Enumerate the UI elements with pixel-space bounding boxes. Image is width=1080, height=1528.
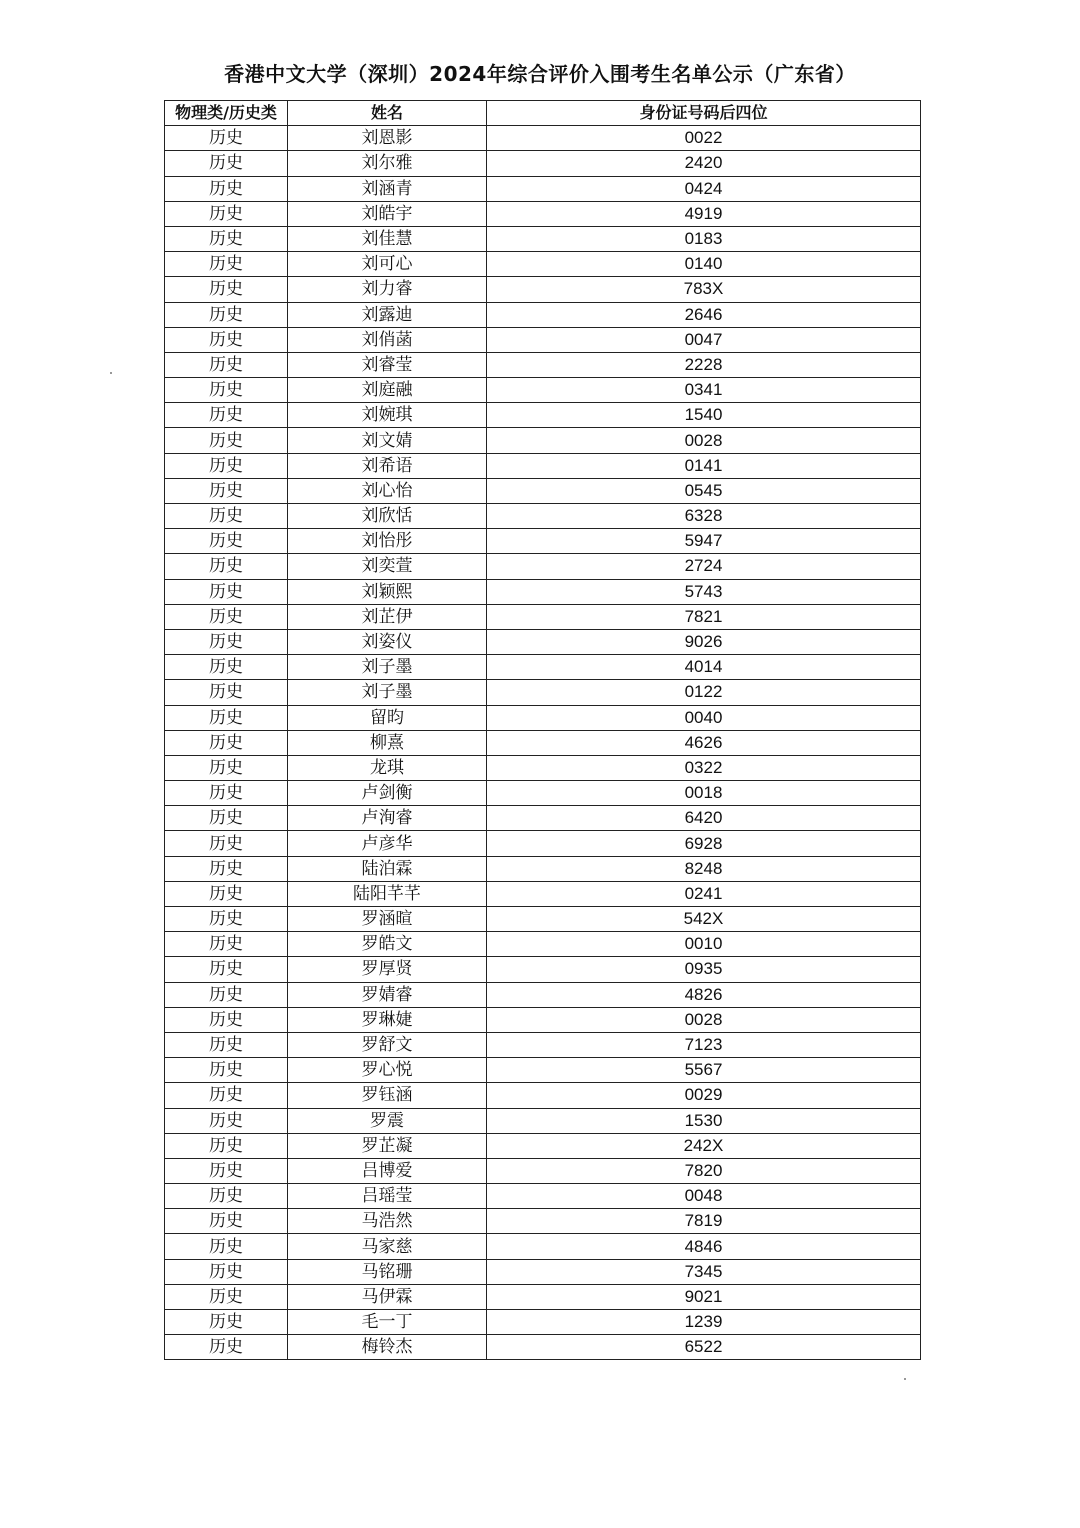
cell-id-last-four: 0029 [487,1083,921,1108]
table-row [165,856,921,881]
cell-name: 罗舒文 [288,1032,487,1057]
cell-name: 罗涵暄 [288,907,487,932]
cell-subject-type: 历史 [165,1032,288,1057]
cell-name: 刘怡彤 [288,529,487,554]
cell-id-last-four: 5947 [487,529,921,554]
cell-name: 马家慈 [288,1234,487,1259]
cell-id-last-four: 542X [487,907,921,932]
cell-id-last-four: 9021 [487,1284,921,1309]
cell-subject-type: 历史 [165,453,288,478]
table-row [165,277,921,302]
cell-id-last-four: 5567 [487,1058,921,1083]
cell-id-last-four: 0141 [487,453,921,478]
cell-name: 卢洵睿 [288,806,487,831]
cell-id-last-four: 9026 [487,629,921,654]
cell-id-last-four: 0140 [487,252,921,277]
cell-name: 刘力睿 [288,277,487,302]
cell-id-last-four: 0040 [487,705,921,730]
cell-subject-type: 历史 [165,730,288,755]
table-body [165,126,921,1360]
cell-name: 刘涵青 [288,176,487,201]
cell-name: 刘希语 [288,453,487,478]
cell-subject-type: 历史 [165,1234,288,1259]
cell-subject-type: 历史 [165,1310,288,1335]
cell-subject-type: 历史 [165,1284,288,1309]
header-subject-type: 物理类/历史类 [165,101,288,126]
table-row [165,352,921,377]
cell-name: 马浩然 [288,1209,487,1234]
cell-subject-type: 历史 [165,151,288,176]
cell-name: 马铭珊 [288,1259,487,1284]
table-row [165,881,921,906]
cell-name: 刘露迪 [288,302,487,327]
table-row [165,478,921,503]
table-row [165,1058,921,1083]
cell-id-last-four: 4919 [487,201,921,226]
cell-id-last-four: 8248 [487,856,921,881]
cell-subject-type: 历史 [165,554,288,579]
cell-id-last-four: 0935 [487,957,921,982]
cell-name: 吕瑶莹 [288,1184,487,1209]
cell-subject-type: 历史 [165,957,288,982]
cell-id-last-four: 4826 [487,982,921,1007]
cell-subject-type: 历史 [165,781,288,806]
cell-id-last-four: 783X [487,277,921,302]
cell-subject-type: 历史 [165,1133,288,1158]
cell-subject-type: 历史 [165,1335,288,1360]
table-header-row [165,101,921,126]
cell-id-last-four: 0322 [487,755,921,780]
table-row [165,1284,921,1309]
cell-subject-type: 历史 [165,252,288,277]
cell-id-last-four: 242X [487,1133,921,1158]
table-row [165,1310,921,1335]
cell-name: 刘庭融 [288,378,487,403]
cell-name: 罗钰涵 [288,1083,487,1108]
cell-subject-type: 历史 [165,1058,288,1083]
cell-subject-type: 历史 [165,277,288,302]
table-row [165,428,921,453]
cell-name: 刘佳慧 [288,226,487,251]
table-row [165,1184,921,1209]
cell-subject-type: 历史 [165,1083,288,1108]
table-row [165,554,921,579]
cell-id-last-four: 6928 [487,831,921,856]
cell-name: 刘尔雅 [288,151,487,176]
table-row [165,982,921,1007]
table-row [165,705,921,730]
cell-name: 龙琪 [288,755,487,780]
header-id-last-four: 身份证号码后四位 [487,101,921,126]
table-row [165,806,921,831]
cell-subject-type: 历史 [165,302,288,327]
cell-id-last-four: 6328 [487,504,921,529]
cell-name: 罗婧睿 [288,982,487,1007]
cell-subject-type: 历史 [165,680,288,705]
cell-name: 刘皓宇 [288,201,487,226]
cell-id-last-four: 0028 [487,1007,921,1032]
cell-name: 刘睿莹 [288,352,487,377]
cell-subject-type: 历史 [165,831,288,856]
cell-subject-type: 历史 [165,529,288,554]
cell-subject-type: 历史 [165,655,288,680]
cell-id-last-four: 2724 [487,554,921,579]
cell-name: 罗心悦 [288,1058,487,1083]
cell-id-last-four: 7820 [487,1158,921,1183]
cell-name: 刘芷伊 [288,604,487,629]
cell-subject-type: 历史 [165,982,288,1007]
table-row [165,1158,921,1183]
cell-name: 刘欣恬 [288,504,487,529]
table-row [165,831,921,856]
cell-subject-type: 历史 [165,1108,288,1133]
cell-name: 刘姿仪 [288,629,487,654]
cell-subject-type: 历史 [165,176,288,201]
table-row [165,1234,921,1259]
document-title: 香港中文大学（深圳）2024年综合评价入围考生名单公示（广东省） [224,62,856,86]
table-row [165,1133,921,1158]
cell-name: 卢剑衡 [288,781,487,806]
cell-subject-type: 历史 [165,755,288,780]
table-row [165,378,921,403]
cell-name: 吕博爱 [288,1158,487,1183]
cell-id-last-four: 0022 [487,126,921,151]
cell-id-last-four: 2228 [487,352,921,377]
cell-id-last-four: 0183 [487,226,921,251]
cell-name: 刘婉琪 [288,403,487,428]
table-row [165,1335,921,1360]
cell-subject-type: 历史 [165,806,288,831]
cell-name: 柳熹 [288,730,487,755]
table-row [165,629,921,654]
table-row [165,1007,921,1032]
cell-id-last-four: 0424 [487,176,921,201]
table-row [165,453,921,478]
cell-name: 刘奕萱 [288,554,487,579]
table-row [165,327,921,352]
cell-id-last-four: 7819 [487,1209,921,1234]
table-row [165,529,921,554]
cell-name: 马伊霖 [288,1284,487,1309]
cell-name: 刘俏菡 [288,327,487,352]
table-row [165,201,921,226]
cell-name: 罗琳婕 [288,1007,487,1032]
cell-id-last-four: 0028 [487,428,921,453]
cell-name: 刘心怡 [288,478,487,503]
table-row [165,680,921,705]
cell-id-last-four: 0545 [487,478,921,503]
cell-name: 梅铃杰 [288,1335,487,1360]
cell-subject-type: 历史 [165,907,288,932]
table-row [165,226,921,251]
cell-name: 罗震 [288,1108,487,1133]
scan-speck [110,372,112,374]
cell-id-last-four: 4626 [487,730,921,755]
cell-name: 罗皓文 [288,932,487,957]
cell-name: 刘颖熙 [288,579,487,604]
cell-subject-type: 历史 [165,478,288,503]
cell-name: 陆泊霖 [288,856,487,881]
cell-subject-type: 历史 [165,629,288,654]
table-row [165,1108,921,1133]
cell-id-last-four: 0241 [487,881,921,906]
cell-id-last-four: 6522 [487,1335,921,1360]
table-row [165,1032,921,1057]
table-row [165,126,921,151]
cell-subject-type: 历史 [165,1007,288,1032]
scan-speck [904,1378,906,1380]
cell-subject-type: 历史 [165,126,288,151]
table-row [165,957,921,982]
cell-id-last-four: 2420 [487,151,921,176]
table-row [165,176,921,201]
table-row [165,1259,921,1284]
table-row [165,504,921,529]
cell-subject-type: 历史 [165,1209,288,1234]
cell-subject-type: 历史 [165,428,288,453]
table-row [165,604,921,629]
cell-subject-type: 历史 [165,226,288,251]
cell-id-last-four: 1540 [487,403,921,428]
cell-name: 留昀 [288,705,487,730]
cell-name: 刘可心 [288,252,487,277]
cell-subject-type: 历史 [165,1158,288,1183]
table-row [165,579,921,604]
table-row [165,151,921,176]
cell-name: 毛一丁 [288,1310,487,1335]
table-row [165,302,921,327]
cell-id-last-four: 0341 [487,378,921,403]
cell-id-last-four: 0047 [487,327,921,352]
cell-subject-type: 历史 [165,327,288,352]
cell-id-last-four: 0018 [487,781,921,806]
cell-subject-type: 历史 [165,201,288,226]
cell-subject-type: 历史 [165,403,288,428]
cell-name: 刘文婧 [288,428,487,453]
cell-subject-type: 历史 [165,932,288,957]
cell-id-last-four: 6420 [487,806,921,831]
table-row [165,907,921,932]
cell-subject-type: 历史 [165,705,288,730]
cell-subject-type: 历史 [165,1259,288,1284]
table-row [165,755,921,780]
cell-subject-type: 历史 [165,881,288,906]
cell-id-last-four: 7345 [487,1259,921,1284]
cell-name: 刘恩影 [288,126,487,151]
cell-id-last-four: 0010 [487,932,921,957]
cell-subject-type: 历史 [165,604,288,629]
table-row [165,781,921,806]
cell-id-last-four: 7123 [487,1032,921,1057]
cell-name: 刘子墨 [288,655,487,680]
cell-id-last-four: 0122 [487,680,921,705]
table-row [165,252,921,277]
candidate-table [164,100,921,1360]
cell-subject-type: 历史 [165,1184,288,1209]
table-row [165,1083,921,1108]
cell-subject-type: 历史 [165,504,288,529]
cell-id-last-four: 1530 [487,1108,921,1133]
cell-name: 罗厚贤 [288,957,487,982]
cell-id-last-four: 0048 [487,1184,921,1209]
cell-id-last-four: 7821 [487,604,921,629]
cell-id-last-four: 5743 [487,579,921,604]
cell-id-last-four: 2646 [487,302,921,327]
table-row [165,730,921,755]
cell-subject-type: 历史 [165,352,288,377]
cell-id-last-four: 1239 [487,1310,921,1335]
cell-name: 刘子墨 [288,680,487,705]
cell-subject-type: 历史 [165,378,288,403]
cell-name: 罗芷凝 [288,1133,487,1158]
cell-name: 卢彦华 [288,831,487,856]
header-name: 姓名 [288,101,487,126]
cell-id-last-four: 4014 [487,655,921,680]
table-row [165,932,921,957]
table-row [165,1209,921,1234]
cell-subject-type: 历史 [165,856,288,881]
cell-id-last-four: 4846 [487,1234,921,1259]
cell-subject-type: 历史 [165,579,288,604]
table-row [165,403,921,428]
table-row [165,655,921,680]
cell-name: 陆阳芊芊 [288,881,487,906]
